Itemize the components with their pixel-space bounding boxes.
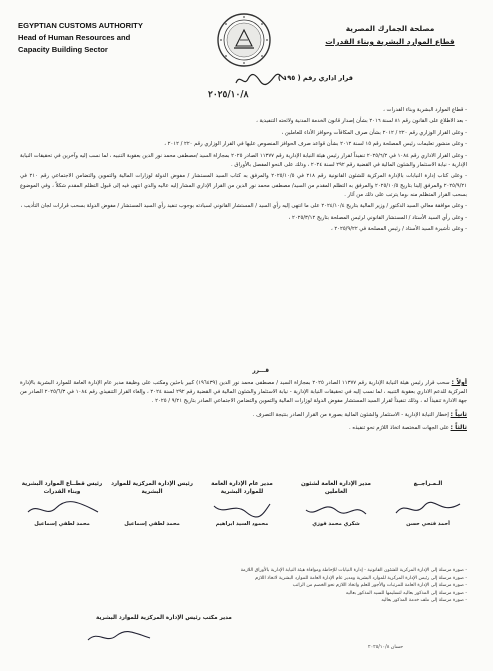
- header-en-line1: EGYPTIAN CUSTOMS AUTHORITY: [18, 21, 143, 30]
- footer-code: حسان ٢٠٢٥/١٠/٨: [368, 645, 404, 650]
- signature-scrawl-icon: [111, 498, 193, 520]
- article-second-label: ثانياً :: [450, 410, 467, 418]
- article-second-text: إخطار النيابة الإدارية - الاستثمار والشئون المالية بصورة من القرار الصادر بنتيجة التصرف .: [252, 411, 449, 418]
- header-ar-line1: مصلحة الجمارك المصرية: [345, 24, 435, 33]
- preamble-item: - وعلى موافقة معالي السيد الدكتور / وزير المالية بتاريخ ٢٠٢٤/١٠/٤ على ما انتهى إليه رأي السيد / المستشار القانوني لسيادته بوجوب تنفيذ رأي السيد المستشار / مفوض الدولة بسحب قرارات لجان التأديب ،: [20, 203, 467, 210]
- preamble-item: - بعد الاطلاع على القانون رقم ٨١ لسنة ٢٠١٦ بشأن إصدار قانون الخدمة المدنية ولائحته التنفيذية ،: [256, 118, 467, 125]
- signature-name: محمد لطفي إسماعيل: [124, 521, 180, 527]
- note-item: - صورة مرسلة إلى المذكور بعاليه لتسليمها للسيد المذكور بعاليه: [345, 590, 467, 596]
- signature-title: مدير الإدارة العامة لشئون العاملين: [301, 481, 371, 495]
- preamble-item: - وعلى منشور تعليمات رئيس المصلحة رقم ١٥ لسنة ٢٠١٢ بشأن قواعد صرف الحوافز المنصوص عليها في القرار الوزاري رقم ٢٢٠ / ٢٠١٢ ،: [164, 141, 467, 148]
- signature-personnel-director: [295, 480, 377, 528]
- signature-scrawl-icon: [295, 498, 377, 520]
- preamble-item: - وعلى القرار الاداري رقم ١٠٨٤ في ٢٠٢٥/٦/٢ تنفيذاً لقرار رئيس هيئة النيابة الإدارية رقم ١١٣٧٧ الصادر ٢٠٢٥ بمجازاة السيد /مصطفى محمد نور الدين بعقوبة التنبيه ، لما نسب إليه وآخرين في تحقيقات النيابة الإدارية - نيابة الاستثمار والشئون المالية في القضية رقم ٢٩٢ لسنة ٢٠٢٤ ، وذلك على النحو المفصل بالأوراق .: [20, 152, 467, 168]
- note-item: - صورة مرسلة إلى الإدارة العامة للمرتبات والأجور للعلم واتخاذ اللازم نحو الخصم من الراتب: [292, 583, 467, 589]
- signature-reviewer: [387, 480, 469, 528]
- authority-logo-icon: [216, 12, 272, 68]
- signature-hr-general-manager: [201, 480, 283, 528]
- article-third: [20, 423, 467, 433]
- decree-date: ٢٠٢٥/١٠/٨: [208, 90, 249, 100]
- header-english: [18, 20, 193, 56]
- article-first-text: سحب قرار رئيس هيئة النيابة الإدارية رقم ١١٣٧٧ الصادر ٢٠٢٥ بمجازاة السيد / مصطفى محمد نور الدين (١٩٦٤٣٩) كبير باحثين ومكتب على وظيفة مدير عام الإدارة العامة للموارد البشرية بالإدارة المركزية للدعم الاداري بعقوبة التنبيه ، لما نسب إليه في تحقيقات النيابة الإدارية - نيابة الاستثمار والشئون المالية في القضية رقم ٢٩٢ لسنة ٢٠٢٤ ، وإلغاء القرار التنفيذي رقم ١٠٨٤ في ٢٠٢٥/٦/٣ الصادر من جهة الادارة تنفيذاً له ، وذلك تنفيذاً لقرار السيد المستشار مفوض الدولة لوزارات المالية والتموين والتضامن الاجتماعي الصادر بتاريخ ٩/٢١ / ٢٠٢٥ .: [20, 380, 467, 405]
- signature-name: محمود السيد ابراهيم: [215, 521, 269, 527]
- decides-label: قـــرر: [252, 368, 269, 374]
- article-third-text: على الجهات المختصة اتخاذ اللازم نحو تنفيذه .: [348, 424, 449, 431]
- header-en-line2: Head of Human Resources and: [18, 33, 131, 42]
- signature-name: أحمد فتحي حسن: [406, 521, 450, 527]
- signature-scrawl-icon: [21, 498, 103, 520]
- signature-scrawl-icon: [201, 498, 283, 520]
- signature-name: محمد لطفي إسماعيل: [34, 521, 90, 527]
- header-arabic: [315, 22, 465, 48]
- signature-name: شكري محمد فوزي: [312, 521, 360, 527]
- preamble-item: - وعلى القرار الوزاري رقم ٢٢٠ / ٢٠١٢ بشأن صرف المكافآت وحوافز الأداء للعاملين ،: [281, 129, 467, 136]
- preamble-item: - وعلى رأي السيد الأستاذ / المستشار القانوني لرئيس المصلحة بتاريخ ٢٠٢٥/٣/١٢ ،: [288, 214, 467, 221]
- footer-signature-icon: [84, 628, 154, 646]
- decides-heading: [20, 368, 465, 374]
- preamble-item: - وعلى تأشيرة السيد الأستاذ / رئيس المصلحة في ٢٠٢٥/٩/٢٢ ،: [330, 226, 467, 233]
- header-ar-line2: قطاع الموارد البشرية وبناء القدرات: [325, 37, 455, 46]
- note-item: - صورة مرسلة إلى ملف خدمة المذكور بعاليه: [381, 598, 467, 604]
- signature-title: مدير عام الإدارة العامة للموارد البشرية: [211, 481, 273, 495]
- signature-scrawl-icon: [387, 498, 469, 520]
- signature-sector-head: [21, 480, 103, 528]
- article-first-label: أولاً :: [451, 379, 468, 386]
- signature-central-hr-head: [111, 480, 193, 528]
- signature-title: الـمـراجــع: [413, 481, 443, 487]
- article-third-label: ثالثاً :: [450, 423, 467, 431]
- office-title: مدير مكتب رئيس الإدارة المركزية للموارد البشرية: [96, 615, 232, 621]
- signature-title: رئيس قطــاع الموارد البشرية وبناء القدرات: [21, 481, 103, 495]
- note-item: - صورة مرسلة إلى الإدارة المركزية للشئون القانونية - إدارة النيابات للإحاطة وموافاة هيئة النيابة الإدارية بالأوراق اللازمة: [240, 568, 467, 573]
- preamble: [20, 106, 467, 237]
- preamble-item: - وعلى كتاب إدارة النيابات بالإدارة المركزية للشئون القانونية رقم ٢١٨ في ٢٠٢٥/١٠/٥ والمرفق به كتاب السيد المستشار / مفوض الدولة لوزارات المالية والتموين والتضامن الاجتماعي رقم ٢١٠ في ٢٠٢٥/٩/٢١ والمرفق إلينا بتاريخ ٢٠٢٥/١٠/٥ والمرفق به التظلم المقدم من السيد/ مصطفى محمد نور الدين من القرار الإداري المشار إليه عاليه والذي انتهى فيه إلى قبول التظلم المقدم شكلاً ، وفي الموضوع بسحب القرار المتظلم منه ،وما يترتب على ذلك من آثار .: [20, 173, 467, 198]
- article-second: [20, 410, 467, 420]
- preamble-item: - قطاع الموارد البشرية وبناء القدرات ،: [383, 107, 467, 113]
- signature-block: [14, 480, 473, 560]
- decree-number: قرار اداري رقم ( ١٩٥ ): [277, 74, 353, 82]
- note-item: - صورة مرسلة إلى رئيس الإدارة المركزية للموارد البشرية ومدير عام الإدارة العامة للموارد البشرية لاتخاذ اللازم: [255, 575, 467, 581]
- signature-title: رئيس الإدارة المركزية للموارد البشرية: [111, 481, 193, 495]
- articles: [20, 378, 467, 436]
- distribution-notes: [20, 567, 467, 605]
- article-first: [20, 378, 467, 407]
- header-en-line3: Capacity Building Sector: [18, 45, 108, 54]
